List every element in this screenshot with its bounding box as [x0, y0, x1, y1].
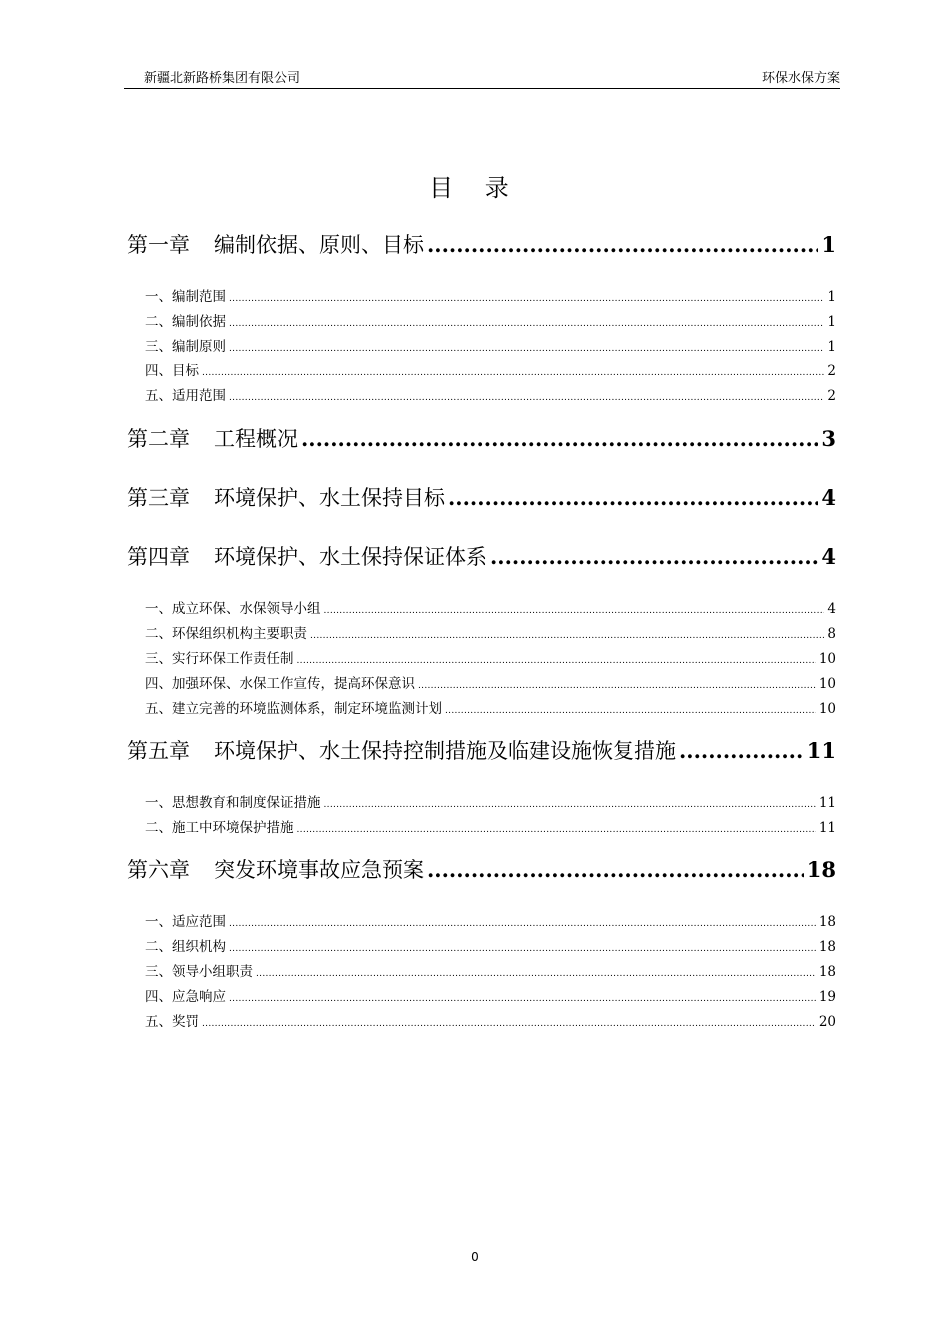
- leader-dots: [202, 1014, 816, 1034]
- leader-dots: [445, 701, 816, 721]
- leader-dots: [229, 339, 824, 359]
- section-page-number: 1: [827, 314, 836, 330]
- section-label: 四、目标: [145, 363, 199, 379]
- section-label: 五、建立完善的环境监测体系，制定环境监测计划: [145, 701, 442, 717]
- section-page-number: 10: [818, 676, 836, 692]
- toc-section[interactable]: [145, 1012, 836, 1032]
- toc-section[interactable]: [145, 793, 836, 813]
- leader-dots: [229, 314, 824, 334]
- toc-section[interactable]: [145, 287, 836, 307]
- leader-dots: [229, 939, 816, 959]
- chapter-number: 第一章: [127, 233, 190, 257]
- section-label: 三、实行环保工作责任制: [145, 651, 294, 667]
- toc-section[interactable]: [145, 912, 836, 932]
- leader-dots: [490, 542, 818, 572]
- toc-chapter-1[interactable]: [127, 230, 836, 260]
- section-page-number: 11: [818, 820, 836, 836]
- chapter-page-number: 18: [806, 857, 836, 882]
- leader-dots: [310, 626, 824, 646]
- leader-dots: [427, 855, 804, 885]
- section-label: 四、加强环保、水保工作宣传，提高环保意识: [145, 676, 415, 692]
- section-label: 四、应急响应: [145, 989, 226, 1005]
- leader-dots: [427, 230, 818, 260]
- chapter-title: 环境保护、水土保持控制措施及临建设施恢复措施: [214, 739, 676, 763]
- section-label: 二、组织机构: [145, 939, 226, 955]
- section-page-number: 18: [818, 914, 836, 930]
- toc-section[interactable]: [145, 624, 836, 644]
- toc-chapter-2[interactable]: [127, 424, 836, 454]
- section-page-number: 11: [818, 795, 836, 811]
- section-label: 五、奖罚: [145, 1014, 199, 1030]
- chapter-page-number: 1: [821, 232, 836, 257]
- section-label: 五、适用范围: [145, 388, 226, 404]
- toc-chapter-4[interactable]: [127, 542, 836, 572]
- leader-dots: [448, 483, 818, 513]
- toc-section[interactable]: [145, 312, 836, 332]
- section-page-number: 4: [827, 601, 836, 617]
- page-footer-number: 0: [471, 1250, 479, 1264]
- section-page-number: 20: [818, 1014, 836, 1030]
- section-page-number: 19: [818, 989, 836, 1005]
- toc-section[interactable]: [145, 386, 836, 406]
- chapter-page-number: 3: [821, 426, 836, 451]
- toc-section[interactable]: [145, 699, 836, 719]
- section-page-number: 2: [827, 363, 836, 379]
- chapter-page-number: 11: [806, 738, 836, 763]
- toc-section[interactable]: [145, 599, 836, 619]
- section-label: 二、施工中环境保护措施: [145, 820, 294, 836]
- section-page-number: 10: [818, 701, 836, 717]
- section-page-number: 18: [818, 939, 836, 955]
- section-label: 一、思想教育和制度保证措施: [145, 795, 321, 811]
- chapter-title: 环境保护、水土保持保证体系: [214, 545, 487, 569]
- toc-chapter-6[interactable]: [127, 855, 836, 885]
- header-doc-title: 环保水保方案: [761, 71, 840, 86]
- leader-dots: [229, 289, 824, 309]
- section-label: 二、编制依据: [145, 314, 226, 330]
- toc-section[interactable]: [145, 649, 836, 669]
- chapter-number: 第二章: [127, 427, 190, 451]
- toc-section[interactable]: [145, 361, 836, 381]
- section-label: 一、编制范围: [145, 289, 226, 305]
- leader-dots: [229, 388, 824, 408]
- toc-section[interactable]: [145, 937, 836, 957]
- section-page-number: 10: [818, 651, 836, 667]
- toc-section[interactable]: [145, 337, 836, 357]
- leader-dots: [229, 989, 816, 1009]
- section-page-number: 1: [827, 289, 836, 305]
- leader-dots: [202, 363, 824, 383]
- chapter-number: 第四章: [127, 545, 190, 569]
- toc-section[interactable]: [145, 818, 836, 838]
- section-label: 二、环保组织机构主要职责: [145, 626, 307, 642]
- section-page-number: 18: [818, 964, 836, 980]
- chapter-number: 第六章: [127, 858, 190, 882]
- section-label: 三、编制原则: [145, 339, 226, 355]
- leader-dots: [679, 736, 804, 766]
- toc-section[interactable]: [145, 987, 836, 1007]
- section-label: 一、适应范围: [145, 914, 226, 930]
- chapter-number: 第三章: [127, 486, 190, 510]
- header-company: 新疆北新路桥集团有限公司: [144, 71, 301, 86]
- leader-dots: [297, 820, 816, 840]
- toc-title: 目 录: [429, 174, 521, 202]
- chapter-title: 编制依据、原则、目标: [214, 233, 424, 257]
- chapter-page-number: 4: [821, 485, 836, 510]
- chapter-title: 工程概况: [214, 427, 298, 451]
- leader-dots: [324, 601, 825, 621]
- chapter-title: 突发环境事故应急预案: [214, 858, 424, 882]
- toc-section[interactable]: [145, 962, 836, 982]
- leader-dots: [297, 651, 816, 671]
- toc-chapter-3[interactable]: [127, 483, 836, 513]
- leader-dots: [324, 795, 816, 815]
- section-page-number: 8: [827, 626, 836, 642]
- section-page-number: 2: [827, 388, 836, 404]
- chapter-title: 环境保护、水土保持目标: [214, 486, 445, 510]
- toc-section[interactable]: [145, 674, 836, 694]
- chapter-page-number: 4: [821, 544, 836, 569]
- toc-chapter-5[interactable]: [127, 736, 836, 766]
- leader-dots: [301, 424, 818, 454]
- section-page-number: 1: [827, 339, 836, 355]
- leader-dots: [256, 964, 816, 984]
- section-label: 一、成立环保、水保领导小组: [145, 601, 321, 617]
- leader-dots: [418, 676, 816, 696]
- leader-dots: [229, 914, 816, 934]
- chapter-number: 第五章: [127, 739, 190, 763]
- section-label: 三、领导小组职责: [145, 964, 253, 980]
